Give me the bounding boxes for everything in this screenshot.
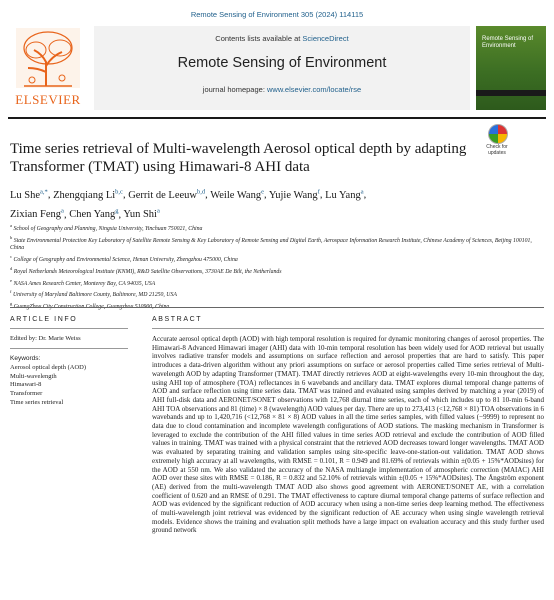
- contents-prefix: Contents lists available at: [215, 34, 301, 43]
- author-name[interactable]: Yun Shi$^a$: [123, 207, 160, 220]
- journal-banner: [8, 26, 546, 114]
- contents-line: [94, 34, 470, 43]
- affiliation-item: $^d$ Royal Netherlands Meteorological Institute (KNMI), R&D Satellite Observations, 3730AE De Bilt, the Netherlands: [10, 265, 282, 275]
- cover-band: [476, 90, 546, 96]
- paper-title: Time series retrieval of Multi-wavelength Aerosol optical depth by adapting Transformer (TMAT) using Himawari-8 AHI data: [10, 141, 467, 175]
- front-matter-divider: [10, 307, 544, 308]
- affiliation-item: g: [10, 301, 13, 307]
- keyword-item: Aerosol optical depth (AOD): [10, 364, 86, 371]
- elsevier-logo[interactable]: [8, 28, 88, 110]
- affiliation-item: $^c$ College of Geography and Environmental Science, Henan University, Zhengzhou 475000, China: [10, 254, 238, 264]
- abstract-rule: [152, 328, 544, 329]
- affiliation-item: $^f$ University of Maryland Baltimore County, Baltimore, MD 21250, USA: [10, 289, 177, 299]
- abstract-heading: ABSTRACT: [152, 316, 203, 323]
- affiliation-item: $^e$ NASA Ames Research Center, Monterey Bay, CA 94035, USA: [10, 277, 156, 287]
- affiliation-list: [10, 222, 540, 312]
- keyword-list: [10, 364, 140, 408]
- journal-citation[interactable]: Remote Sensing of Environment 305 (2024) 114115: [190, 10, 364, 19]
- homepage-line: [94, 85, 470, 94]
- article-info-rule: [10, 328, 128, 329]
- keyword-item: Multi-wavelength: [10, 372, 57, 380]
- author-name[interactable]: Zixian Feng$^a$: [10, 207, 64, 220]
- check-updates-label: Check for updates: [486, 144, 508, 156]
- editor-line: Edited by: Dr. Marie Weiss: [10, 335, 81, 342]
- keyword-item: Transformer: [10, 390, 43, 398]
- homepage-prefix: journal homepage:: [202, 85, 265, 94]
- journal-header: [94, 26, 470, 110]
- author-name[interactable]: Chen Yang$^g$: [69, 207, 119, 220]
- journal-title[interactable]: Remote Sensing of Environment: [177, 55, 387, 71]
- sciencedirect-link[interactable]: ScienceDirect: [302, 34, 349, 43]
- article-info-heading: ARTICLE INFO: [10, 316, 78, 323]
- affiliation-item: $^a$ School of Geography and Planning, Ningxia University, Yinchuan 750021, China: [10, 223, 203, 232]
- cover-title: Remote Sensing of Environment: [482, 36, 534, 49]
- affiliation-item: $^b$ State Environmental Protection Key Laboratory of Satellite Remote Sensing & Key Laboratory of Remote Sensing and Digital Earth, Aerospace Information Research Institute, Chinese Academy of Sciences, Beijing 100101, China: [10, 234, 532, 252]
- author-name[interactable]: Weile Wang$^e$: [210, 188, 264, 201]
- elsevier-tree-icon: [16, 28, 80, 88]
- publisher-wordmark: ELSEVIER: [15, 92, 81, 107]
- keyword-item: Himawari-8: [10, 381, 42, 389]
- journal-cover-thumbnail[interactable]: [476, 26, 546, 110]
- author-name[interactable]: Lu Yang$^a$: [325, 188, 364, 201]
- author-name[interactable]: Gerrit de Leeuw$^{b,d}$: [128, 188, 206, 201]
- check-for-updates-button[interactable]: [482, 124, 512, 158]
- keywords-heading: Keywords:: [10, 355, 41, 362]
- keyword-item: Time series retrieval: [10, 398, 64, 406]
- homepage-link[interactable]: www.elsevier.com/locate/rse: [267, 85, 362, 94]
- author-name[interactable]: Lu She$^{a,*}$: [10, 188, 48, 201]
- author-name[interactable]: Zhengqiang Li$^{b,c}$: [53, 188, 123, 201]
- header-divider: [8, 117, 546, 119]
- editor-rule: [10, 348, 128, 349]
- abstract-text: Accurate aerosol optical depth (AOD) with high temporal resolution is required for dynamic monitoring changes of aerosol properties. The Himawari-8 Advanced Himawari imager (AHI) data with 10-min temporal resolution has been widely used for AOD retrieval but usually involves radiative transfer models and assumptions on surface reflection and aerosol properties that are hard to satisfy. This paper introduces a data-driven algorithm without any priori assumptions on surface or aerosol properties called Time series retrieval of Multi-wavelength AOD by adapting Transformer (TMAT). TMAT directly retrieves AOD at eight-wavelengths every 10-min throughout the day, using AHI top of atmosphere (TOA) reflectances in 6 wavebands and ancillary data. TMAT explores diurnal temporal change patterns of AOD and surface reflection using time series data. TMAT was trained and evaluated using samples derived by matching a year (2019) of AHI full-disk data and AERONET/SONET observations with 12,768 diurnal time series, each of which includes up to 81 10-min 6-band AHI TOA observations and 81 (time) × 8 (wavelength) AOD values per day. There are up to 273,413 (<12,768 × 81) TOA observations in 6 wavebands and up to 1,420,716 (<12,768 × 81 × 8) AOD values in all the time series samples, with filled values (−9999) to represent no data due to cloud contamination and incomplete wavelength configurations of AOD stations. The masking mechanism in Transformer is leveraged to exclude the contribution of the AHI filled values in time series AOD retrieval and exclude the contribution of AOD filled values in training. TMAT was trained with a physical constraint that the retrieved AOD decreases toward longer wavelengths. TMAT AOD was evaluated by separating training and validation samples using site-specific leave-one-station-out validation. TMAT AOD shows extremely high accuracy at all wavelengths, with RMSE = 0.101, R = 0.949 and 81.69% of retrievals within ±(0.05 + 15%*AODsites) for the AOD at 550 nm. We also validated the accuracy of the NASA multiangle implementation of atmospheric correction (MAIAC) AHI AOD over these sites with RMSE = 0.186, R = 0.832 and 52.10% of retrievals within ±(0.05 + 15%*AODsites). The Ångström exponent (AE) derived from the multi-wavelength TMAT AOD also shows good agreement with AERONET/SONET AE, with a correlation coefficient of 0.620 and an RMSE of 0.291. The TMAT effectiveness to capture diurnal temporal change patterns of surface reflection and AOD was evidenced by the significant reduction of AOD accuracy when using a non-time series deep learning method. The effectiveness of multi-wavelength joint retrieval was evidenced by the significant reduction of AE accuracy when using single wavelength retrieval models. Evidence shows the training and evaluation split methods have a large impact on evaluation accuracy and this study further used ground network: [152, 335, 544, 535]
- author-name[interactable]: Yujie Wang$^f$: [268, 188, 320, 201]
- check-updates-icon: [488, 124, 508, 144]
- author-list: Lu She$^{a,*}$, Zhengqiang Li$^{b,c}$, Gerrit de Leeuw$^{b,d}$, Weile Wang$^e$, Yujie Wang$^f$, Lu Yang$^a$, Zixian Feng$^a$, Chen Yang$^g$, Yun Shi$^a$: [10, 188, 367, 220]
